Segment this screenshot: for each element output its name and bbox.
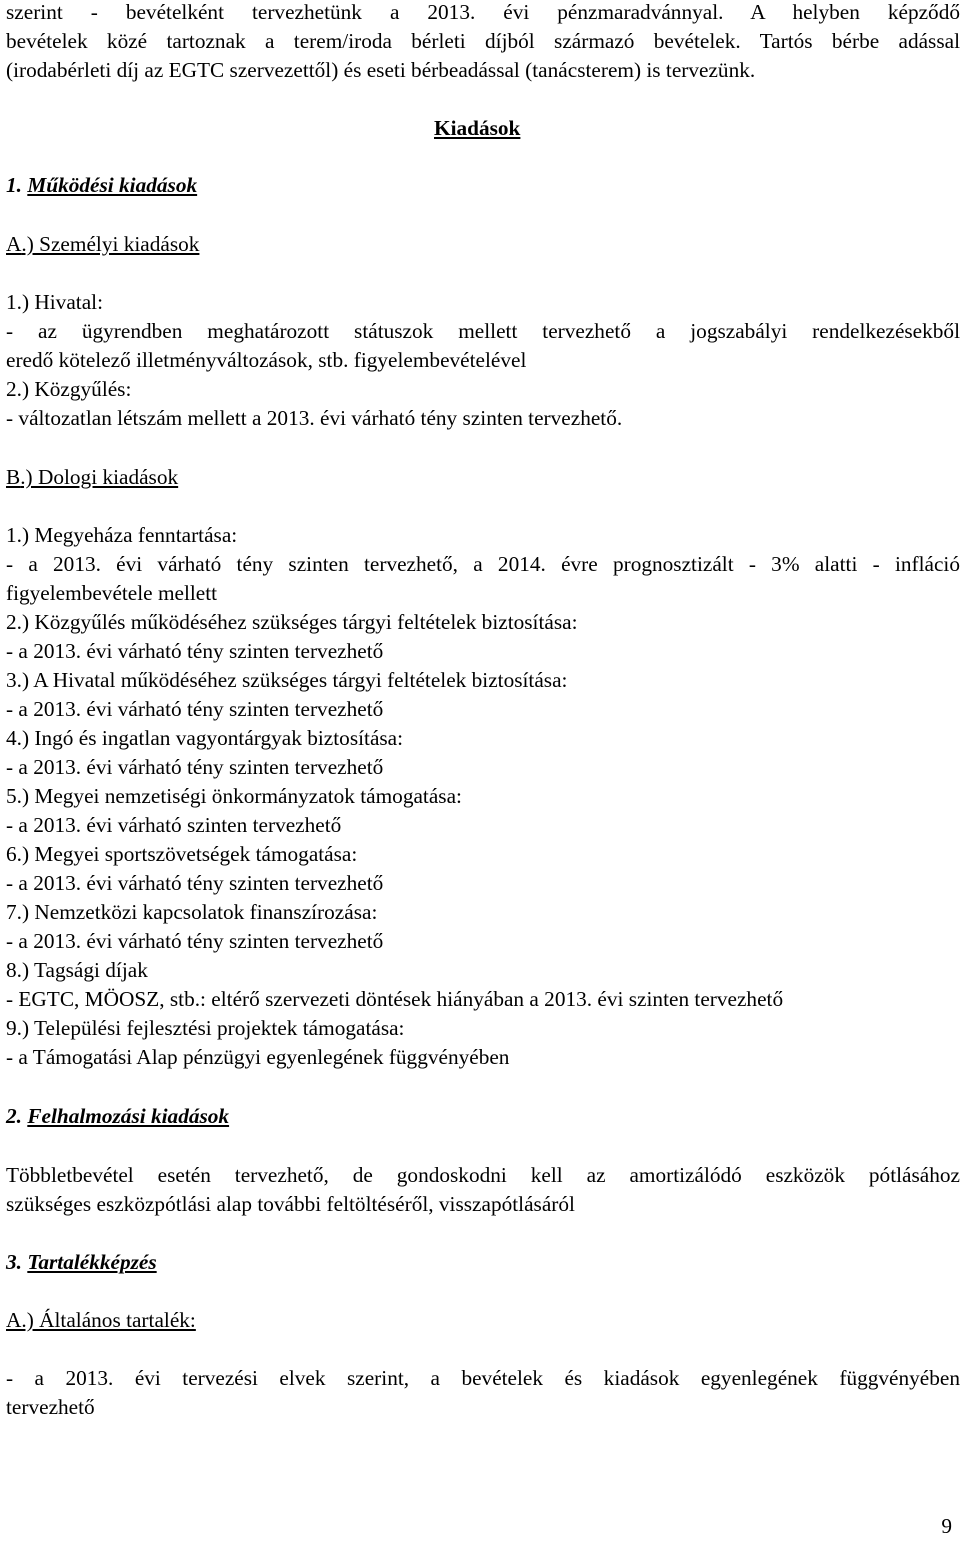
heading-altalanos-tartalek: A.) Általános tartalék: [6, 1308, 196, 1332]
dologi-line: 9.) Települési fejlesztési projektek támogatása: [6, 1016, 405, 1040]
hivatal-text-line-1: - az ügyrendben meghatározott státuszok mellett tervezhető a jogszabályi rendelkezésekből [6, 319, 960, 343]
heading-mukodesi-kiadasok [6, 171, 197, 200]
heading-szemelyi-kiadasok: A.) Személyi kiadások [6, 232, 200, 256]
intro-line-2: bevételek közé tartoznak a terem/iroda bérleti díjból származó bevételek. Tartós bérbe adással [6, 29, 960, 53]
page-number: 9 [941, 1514, 952, 1538]
dologi-line: figyelembevétele mellett [6, 581, 218, 605]
dologi-line: 6.) Megyei sportszövetségek támogatása: [6, 842, 358, 866]
heading-dologi-kiadasok: B.) Dologi kiadások [6, 465, 179, 489]
heading-text: Tartalékképzés [27, 1250, 157, 1274]
heading-text: Felhalmozási kiadások [27, 1104, 230, 1128]
kozgyules-label: 2.) Közgyűlés: [6, 377, 132, 401]
heading-tartalekkepzes [6, 1248, 157, 1277]
dologi-line: - a 2013. évi várható tény szinten tervezhető, a 2014. évre prognosztizált - 3% alatti - infláció [6, 552, 960, 576]
intro-line-3: (irodabérleti díj az EGTC szervezettől) és eseti bérbeadással (tanácsterem) is tervezünk. [6, 58, 756, 82]
dologi-line: 8.) Tagsági díjak [6, 958, 148, 982]
dologi-line: - a 2013. évi várható tény szinten tervezhető [6, 639, 384, 663]
dologi-line: - a 2013. évi várható tény szinten tervezhető [6, 871, 384, 895]
dologi-line: - a 2013. évi várható tény szinten tervezhető [6, 929, 384, 953]
intro-line-1: szerint - bevételként tervezhetünk a 2013. évi pénzmaradvánnyal. A helyben képződő [6, 0, 960, 24]
hivatal-label: 1.) Hivatal: [6, 290, 103, 314]
tartalek-line-1: - a 2013. évi tervezési elvek szerint, a bevételek és kiadások egyenlegének függvényében [6, 1366, 960, 1390]
dologi-line: - a Támogatási Alap pénzügyi egyenlegének függvényében [6, 1045, 510, 1069]
felhalmozasi-line-1: Többletbevétel esetén tervezhető, de gondoskodni kell az amortizálódó eszközök pótlásához [6, 1163, 960, 1187]
dologi-line: - a 2013. évi várható tény szinten tervezhető [6, 697, 384, 721]
kozgyules-text: - változatlan létszám mellett a 2013. évi várható tény szinten tervezhető. [6, 406, 623, 430]
dologi-line: 4.) Ingó és ingatlan vagyontárgyak biztosítása: [6, 726, 404, 750]
dologi-line: 2.) Közgyűlés működéséhez szükséges tárgyi feltételek biztosítása: [6, 610, 578, 634]
dologi-line: 3.) A Hivatal működéséhez szükséges tárgyi feltételek biztosítása: [6, 668, 568, 692]
dologi-line: 5.) Megyei nemzetiségi önkormányzatok támogatása: [6, 784, 462, 808]
heading-number: 3. [6, 1250, 22, 1274]
dologi-line: - a 2013. évi várható szinten tervezhető [6, 813, 342, 837]
hivatal-text-line-2: eredő kötelező illetményváltozások, stb. figyelembevételével [6, 348, 527, 372]
dologi-line: 7.) Nemzetközi kapcsolatok finanszírozása: [6, 900, 378, 924]
tartalek-line-2: tervezhető [6, 1395, 95, 1419]
heading-number: 2. [6, 1104, 22, 1128]
heading-text: Működési kiadások [27, 173, 198, 197]
heading-number: 1. [6, 173, 22, 197]
section-title-kiadasok: Kiadások [434, 116, 521, 140]
dologi-line: 1.) Megyeháza fenntartása: [6, 523, 238, 547]
document-page [6, 0, 960, 1543]
dologi-line: - EGTC, MÖOSZ, stb.: eltérő szervezeti döntések hiányában a 2013. évi szinten tervezhető [6, 987, 784, 1011]
felhalmozasi-line-2: szükséges eszközpótlási alap további feltöltéséről, visszapótlásáról [6, 1192, 575, 1216]
intro-paragraph [6, 0, 960, 85]
heading-felhalmozasi-kiadasok [6, 1102, 229, 1131]
dologi-line: - a 2013. évi várható tény szinten tervezhető [6, 755, 384, 779]
